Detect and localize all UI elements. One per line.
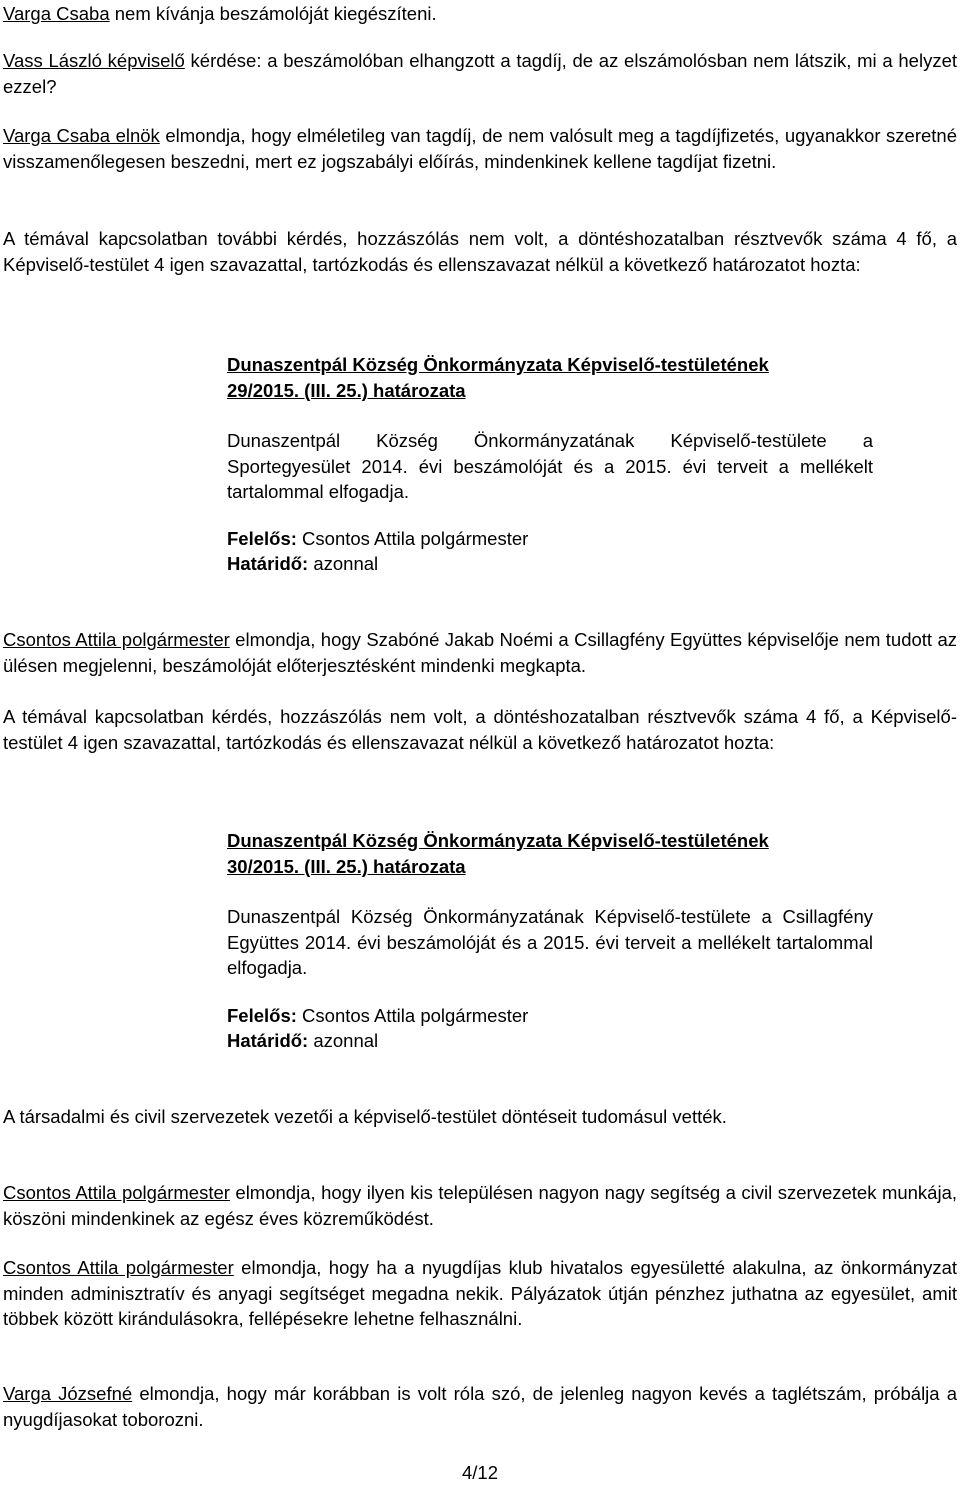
responsible-label: Felelős: [227, 1005, 297, 1026]
speaker-name: Varga Csaba elnök [3, 125, 160, 146]
resolution-number: 30/2015. (III. 25.) határozata [227, 855, 466, 877]
page-number: 4/12 [461, 1462, 498, 1483]
paragraph-varga-csaba-answer [3, 123, 957, 174]
paragraph-varga-csaba-statement [3, 1, 957, 27]
paragraph-text: elmondja, hogy Szabóné Jakab Noémi a Csillagfény Együttes képviselője nem tudott az ülésen megjelenni, beszámolóját előterjesztésként mindenki megkapta. [3, 629, 957, 676]
resolution-2-responsible [227, 1003, 528, 1029]
resolution-1-body: Dunaszentpál Község Önkormányzatának Képviselő-testülete a Sportegyesület 2014. évi beszámolóját és a 2015. évi terveit a mellékelt tartalommal elfogadja. [227, 430, 873, 502]
resolution-1-title [227, 352, 873, 403]
responsible-value: Csontos Attila polgármester [296, 528, 529, 549]
paragraph-csontos-pensioner-club [3, 1255, 957, 1332]
paragraph-text: elmondja, hogy ha a nyugdíjas klub hivatalos egyesületté alakulna, az önkormányzat minden adminisztratív és anyagi segítséget megadna nekik. Pályázatok útján pénzhez juthatna az egyesület, amit többek között kirándulásokra, fellépésekre lehetne felhasználni. [3, 1257, 958, 1329]
paragraph-csontos-thanks [3, 1180, 957, 1231]
paragraph-text: elmondja, hogy elméletileg van tagdíj, de nem valósult meg a tagdíjfizetés, ugyanakkor szeretné visszamenőlegesen beszedni, mert ez jogszabályi előírás, mindenkinek kellene tagdíjat fizetni. [3, 125, 958, 172]
paragraph-csontos-csillagfeny [3, 627, 957, 678]
responsible-value: Csontos Attila polgármester [296, 1005, 529, 1026]
deadline-label: Határidő: [227, 553, 309, 574]
paragraph-civil-org-acknowledgement: A társadalmi és civil szervezetek vezetői a képviselő-testület döntéseit tudomásul vették. [3, 1106, 727, 1127]
deadline-label: Határidő: [227, 1030, 309, 1051]
paragraph-vote-intro-1: A témával kapcsolatban további kérdés, hozzászólás nem volt, a döntéshozatalban résztvevők száma 4 fő, a Képviselő-testület 4 igen szavazattal, tartózkodás és ellenszavazat nélkül a következő határozatot hozta: [3, 228, 957, 275]
resolution-number: 29/2015. (III. 25.) határozata [227, 379, 466, 401]
resolution-1-deadline [227, 551, 378, 577]
resolution-2-title [227, 828, 873, 879]
paragraph-varga-jozsefne [3, 1381, 957, 1432]
deadline-value: azonnal [308, 1030, 379, 1051]
resolution-title-line: Dunaszentpál Község Önkormányzata Képviselő-testületének [227, 354, 769, 375]
paragraph-vass-laszlo-question [3, 48, 957, 99]
resolution-2-deadline [227, 1028, 378, 1054]
paragraph-text: nem kívánja beszámolóját kiegészíteni. [109, 3, 437, 24]
paragraph-text: elmondja, hogy már korábban is volt róla szó, de jelenleg nagyon kevés a taglétszám, próbálja a nyugdíjasokat toborozni. [3, 1383, 957, 1430]
speaker-name: Csontos Attila polgármester [3, 629, 230, 650]
paragraph-vote-intro-2: A témával kapcsolatban kérdés, hozzászólás nem volt, a döntéshozatalban résztvevők száma 4 fő, a Képviselő-testület 4 igen szavazattal, tartózkodás és ellenszavazat nélkül a következő határozatot hozta: [3, 706, 957, 753]
resolution-title-line: Dunaszentpál Község Önkormányzata Képviselő-testületének [227, 830, 769, 851]
speaker-name: Csontos Attila polgármester [3, 1257, 234, 1278]
deadline-value: azonnal [308, 553, 379, 574]
paragraph-text: kérdése: a beszámolóban elhangzott a tagdíj, de az elszámolósban nem látszik, mi a helyzet ezzel? [3, 50, 957, 97]
speaker-name: Vass László képviselő [3, 50, 185, 71]
speaker-name: Csontos Attila polgármester [3, 1182, 230, 1203]
responsible-label: Felelős: [227, 528, 297, 549]
resolution-1-responsible [227, 526, 528, 552]
resolution-2-body: Dunaszentpál Község Önkormányzatának Képviselő-testülete a Csillagfény Együttes 2014. évi beszámolóját és a 2015. évi terveit a mellékelt tartalommal elfogadja. [227, 906, 873, 978]
paragraph-text: elmondja, hogy ilyen kis településen nagyon nagy segítség a civil szervezetek munkája, köszöni mindenkinek az egész éves közreműködést. [3, 1182, 958, 1229]
speaker-name: Varga Csaba [3, 3, 110, 24]
speaker-name: Varga Józsefné [3, 1383, 133, 1404]
